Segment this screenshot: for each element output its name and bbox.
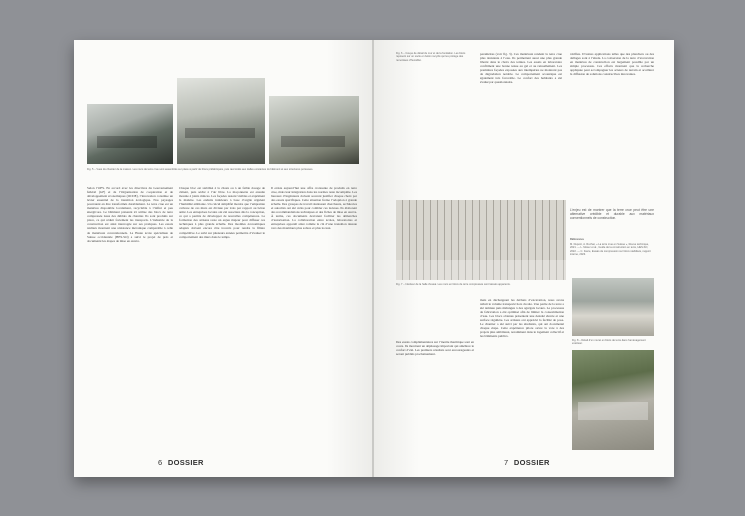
figure-caption: Fig. 5 – Vues du chantier de la maison. Les murs de terre crue sont assemblés sur place à partir de blocs préfabriqués, puis raccordés aux dalles existantes du bâtiment et aux structures porteuses. bbox=[87, 168, 314, 171]
page-folio bbox=[158, 458, 204, 467]
top-caption: Fig. 6 – Coupe de détail du mur et de la fondation. Les blocs reposent sur un socle en béton recyclé qui les protège des remontées d’humidité. bbox=[396, 52, 466, 62]
construction-photo-3 bbox=[269, 96, 359, 164]
text-column-2: Chaque bloc est stabilisé à la chaux ou à un faible dosage de ciment, puis séché à l’air libre. La maçonnerie est ensuite montée à joints minces. Les façades restent visibles et expriment la matière. Les enduits intérieurs à base d’argile régulent l’humidité ambiante. Un calcul simplifié montre que l’empreinte carbone de ces murs est divisée par trois par rapport au béton armé. Les entreprises locales ont été associées dès la conception, ce qui a permis de développer de nouvelles compétences. La formation des artisans reste un enjeu majeur pour diffuser ces techniques à plus grande échelle. Des modèles économiques adaptés doivent encore être trouvés pour rendre la filière compétitive. Le suivi sur plusieurs années permettra d’évaluer le comportement des murs dans le temps. bbox=[179, 186, 265, 239]
left-page bbox=[74, 40, 372, 477]
section-name: DOSSIER bbox=[513, 458, 550, 467]
pull-quote: L’enjeu est de montrer que la terre crue peut être une alternative crédible et durable aux matériaux conventionnels de construction. bbox=[570, 208, 654, 221]
page-number: 7 bbox=[504, 458, 509, 467]
text-column-top-2: vérifiée. D’autres applications telles que des planchers ou des dallages sont à l’étude. La conversion de la terre d’excavation en matériau de construction est largement possible par un simple processus. Ces efforts montrent que la recherche appliquée peut accompagner les acteurs de terrain et accélérer la diffusion de solutions constructives innovantes. bbox=[570, 52, 654, 77]
references-title: Références bbox=[570, 238, 584, 241]
text-column-1: Selon l’OFS. En accord avec les directives du Gouvernement fédéral (GF) et de l’Organisation de coopération et de développement économiques (OCDE), l’innovation constitue un levier essentiel de la transition écologique. Nos paysages pourraient en être transformés durablement. La terre crue est un matériau disponible localement, recyclable à l’infini et peu énergivore. Le bâtiment présenté ici utilise des blocs de terre compressée issus des déblais du chantier. Ils sont produits sur place, ce qui réduit fortement les transports. L’industrie de la construction est ainsi interrogée sur ses pratiques. Les essais réalisés montrent une résistance mécanique comparable à celle de matériaux conventionnels. La Haute école spécialisée de Suisse occidentale (HES-SO) a suivi le projet de près et documenté les étapes de mise en œuvre. bbox=[87, 186, 173, 243]
page-folio bbox=[504, 458, 550, 467]
references-list: M. Dupont, A. Rochat, « La terre crue en Suisse », Revue technique, 2021. — L. Moser et al., Guide de la construction en terre, HES-SO, 2022. — C. Favre, Essais de compression sur blocs stabilisés, rapport interne, 2023. bbox=[570, 243, 651, 257]
text-column-top-1: paramètres (voir fig. 3). Ces matériaux rendent la terre crue plus résistante à l’eau. Ils permettent aussi une plus grande liberté dans le choix des teintes. Les essais en laboratoire confirment une bonne tenue au gel et au ruissellement. Les premières façades exposées aux intempéries ne montrent pas de dégradation notable. Le comportement acoustique est également très favorable. Le confort des habitants a été évalué par questionnaire. bbox=[480, 52, 562, 85]
text-column-bottom-2: Des essais complémentaires sur l’inertie thermique sont en cours. Ils montrent un déphasage important qui améliore le confort d’été. Les premiers résultats sont encourageants et seront publiés prochainement. bbox=[396, 340, 474, 357]
figure-8-caption: Fig. 8 – Détail d’un muret en blocs de terre dans l’aménagement extérieur. bbox=[572, 339, 646, 346]
outdoor-wall-photo bbox=[572, 350, 654, 450]
page-number: 6 bbox=[158, 458, 163, 467]
construction-photo-1 bbox=[87, 104, 173, 164]
text-column-3: Il existe aujourd’hui une offre croissante de produits en terre crue, mais leur intégration dans les normes reste incomplète. Les bureaux d’ingénieurs doivent souvent justifier chaque choix par des essais spécifiques. Cette situation freine l’adoption à grande échelle. Des groupes de travail réunissant chercheurs, architectes et autorités ont été créés pour combler ces lacunes. Ils élaborent des recommandations techniques et des fiches de mise en œuvre. À terme, ces documents devraient faciliter les démarches d’autorisation. La collaboration entre écoles, laboratoires et entreprises apparaît ainsi comme la clé d’une transition réussie vers des matériaux plus sobres et plus locaux. bbox=[271, 186, 357, 231]
magazine-spread bbox=[74, 40, 674, 477]
construction-photo-2 bbox=[177, 78, 265, 164]
text-column-bottom-1: mais en déchargeant les déchets d’excavation, nous avons réduit le volume transporté hors du site. Une partie de la terre a été tamisée puis mélangée à des agrégats locaux. Le processus de fabrication a été optimisé afin de limiter la consommation d’eau. Les blocs obtenus présentent une densité élevée et une surface régulière. Les artisans ont apprécié la facilité de pose. Le chantier a été suivi par les étudiants, qui ont documenté chaque étape. Cette expérience pilote ouvre la voie à des projets plus ambitieux, notamment dans le logement collectif et les bâtiments publics. bbox=[480, 298, 564, 339]
figure-7-caption: Fig. 7 – Intérieur de la halle d’essai. Les murs en blocs de terre compressée sont laissés apparents. bbox=[396, 283, 511, 286]
right-page bbox=[374, 40, 674, 477]
interior-wall-photo bbox=[396, 200, 566, 280]
section-name: DOSSIER bbox=[167, 458, 204, 467]
room-photo bbox=[572, 278, 654, 336]
